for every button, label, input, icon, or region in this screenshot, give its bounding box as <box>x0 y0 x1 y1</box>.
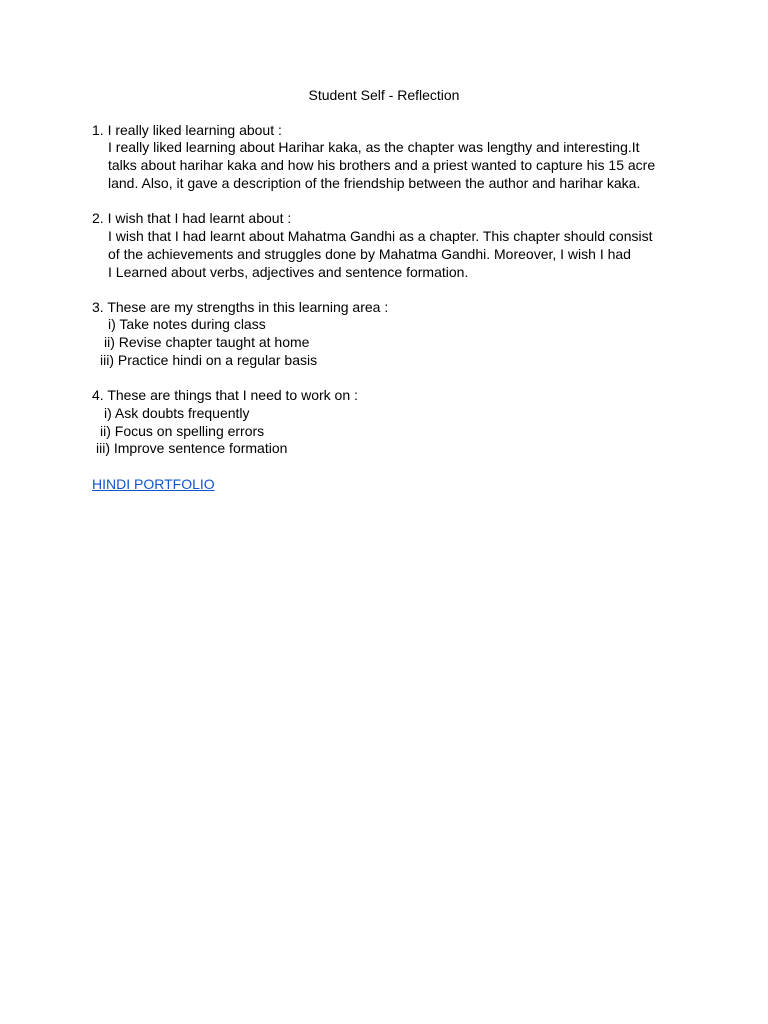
improvement-item-3: iii) Improve sentence formation <box>96 440 288 456</box>
section-heading-2: 2. I wish that I had learnt about : <box>92 210 292 226</box>
section-2-line-2: of the achievements and struggles done by Mahatma Gandhi. Moreover, I wish I had <box>108 246 631 262</box>
improvement-item-2: ii) Focus on spelling errors <box>100 423 265 439</box>
page-title: Student Self - Reflection <box>308 87 460 103</box>
strength-item-3: iii) Practice hindi on a regular basis <box>100 352 318 368</box>
section-heading-1: 1. I really liked learning about : <box>92 122 282 138</box>
section-heading-4: 4. These are things that I need to work on : <box>92 387 358 403</box>
improvement-item-1: i) Ask doubts frequently <box>104 405 250 421</box>
section-heading-3: 3. These are my strengths in this learning area : <box>92 299 389 315</box>
section-1-line-1: I really liked learning about Harihar kaka, as the chapter was lengthy and interesting.It <box>108 139 640 155</box>
hindi-portfolio-link[interactable]: HINDI PORTFOLIO <box>92 476 215 492</box>
section-2-line-3: I Learned about verbs, adjectives and sentence formation. <box>108 264 469 280</box>
strength-item-2: ii) Revise chapter taught at home <box>104 334 310 350</box>
strength-item-1: i) Take notes during class <box>108 316 266 332</box>
section-1-line-2: talks about harihar kaka and how his brothers and a priest wanted to capture his 15 acre <box>108 157 656 173</box>
section-2-line-1: I wish that I had learnt about Mahatma Gandhi as a chapter. This chapter should consist <box>108 228 653 244</box>
section-1-line-3: land. Also, it gave a description of the friendship between the author and harihar kaka. <box>108 175 641 191</box>
